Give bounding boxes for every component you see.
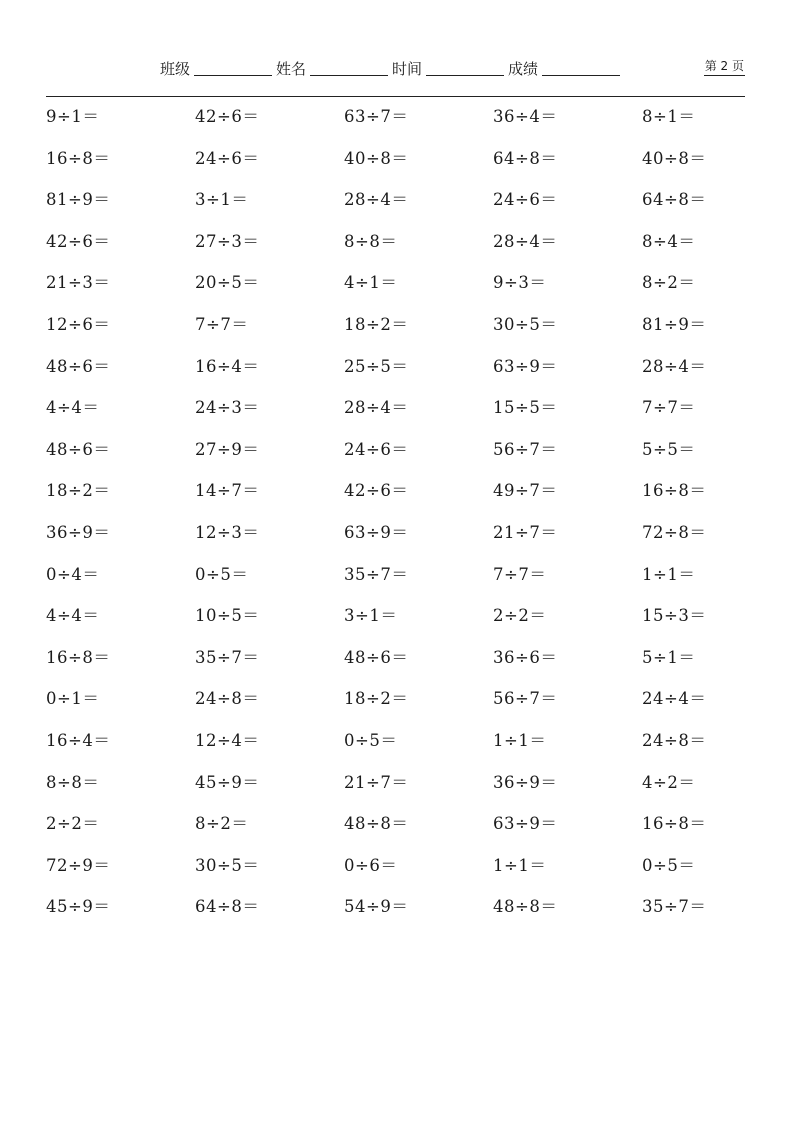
division-problem: 35÷7＝ xyxy=(195,647,260,667)
division-problem: 42÷6＝ xyxy=(344,481,409,501)
division-problem: 28÷4＝ xyxy=(493,231,558,251)
division-problem: 5÷1＝ xyxy=(642,647,696,667)
division-problem: 3÷1＝ xyxy=(344,606,398,626)
class-blank[interactable] xyxy=(194,74,272,76)
division-problem: 3÷1＝ xyxy=(195,190,249,210)
name-blank[interactable] xyxy=(310,74,388,76)
division-problem: 4÷4＝ xyxy=(46,606,100,626)
division-problem: 7÷7＝ xyxy=(195,314,249,334)
division-problem: 48÷6＝ xyxy=(46,439,111,459)
division-problem: 9÷1＝ xyxy=(46,107,100,126)
division-problem: 16÷4＝ xyxy=(46,730,111,750)
name-field[interactable] xyxy=(276,58,392,79)
division-problem: 63÷9＝ xyxy=(493,814,558,834)
division-problem: 28÷4＝ xyxy=(642,356,707,376)
division-problem: 24÷6＝ xyxy=(344,439,409,459)
page-number-label: 第 2 页 xyxy=(704,57,745,76)
division-problem: 15÷3＝ xyxy=(642,606,707,626)
division-problem: 8÷8＝ xyxy=(344,231,398,251)
division-problem: 4÷4＝ xyxy=(46,398,100,418)
division-problem: 25÷5＝ xyxy=(344,356,409,376)
division-problem: 16÷8＝ xyxy=(46,148,111,168)
division-problem: 14÷7＝ xyxy=(195,481,260,501)
division-problem: 63÷9＝ xyxy=(344,522,409,542)
score-blank[interactable] xyxy=(542,74,620,76)
problem-grid xyxy=(46,105,793,937)
division-problem: 24÷4＝ xyxy=(642,689,707,709)
division-problem: 56÷7＝ xyxy=(493,439,558,459)
division-problem: 16÷4＝ xyxy=(195,356,260,376)
division-problem: 1÷1＝ xyxy=(493,855,547,875)
division-problem: 81÷9＝ xyxy=(642,314,707,334)
division-problem: 36÷6＝ xyxy=(493,647,558,667)
division-problem: 21÷3＝ xyxy=(46,273,111,293)
division-problem: 16÷8＝ xyxy=(46,647,111,667)
division-problem: 8÷2＝ xyxy=(642,273,696,293)
division-problem: 24÷6＝ xyxy=(493,190,558,210)
score-field[interactable] xyxy=(508,58,624,79)
division-problem: 0÷5＝ xyxy=(344,730,398,750)
student-info-fields xyxy=(160,58,624,79)
score-label: 成绩 xyxy=(508,60,539,78)
time-field[interactable] xyxy=(392,58,508,79)
division-problem: 2÷2＝ xyxy=(493,606,547,626)
division-problem: 48÷8＝ xyxy=(493,897,558,917)
division-problem: 72÷9＝ xyxy=(46,855,111,875)
division-problem: 24÷8＝ xyxy=(642,730,707,750)
division-problem: 0÷4＝ xyxy=(46,564,100,584)
division-problem: 0÷5＝ xyxy=(195,564,249,584)
division-problem: 10÷5＝ xyxy=(195,606,260,626)
division-problem: 20÷5＝ xyxy=(195,273,260,293)
division-problem: 54÷9＝ xyxy=(344,897,409,917)
division-problem: 1÷1＝ xyxy=(642,564,696,584)
division-problem: 7÷7＝ xyxy=(642,398,696,418)
division-problem: 36÷9＝ xyxy=(46,522,111,542)
division-problem: 48÷6＝ xyxy=(46,356,111,376)
division-problem: 15÷5＝ xyxy=(493,398,558,418)
division-problem: 48÷8＝ xyxy=(344,814,409,834)
division-problem: 18÷2＝ xyxy=(344,689,409,709)
division-problem: 30÷5＝ xyxy=(195,855,260,875)
division-problem: 18÷2＝ xyxy=(46,481,111,501)
division-problem: 36÷4＝ xyxy=(493,107,558,126)
time-blank[interactable] xyxy=(426,74,504,76)
division-problem: 8÷1＝ xyxy=(642,107,696,126)
division-problem: 42÷6＝ xyxy=(195,107,260,126)
division-problem: 64÷8＝ xyxy=(642,190,707,210)
header-divider xyxy=(46,96,745,97)
division-problem: 4÷2＝ xyxy=(642,772,696,792)
division-problem: 4÷1＝ xyxy=(344,273,398,293)
division-problem: 64÷8＝ xyxy=(195,897,260,917)
division-problem: 63÷7＝ xyxy=(344,107,409,126)
class-label: 班级 xyxy=(160,60,191,78)
division-problem: 5÷5＝ xyxy=(642,439,696,459)
division-problem: 0÷5＝ xyxy=(642,855,696,875)
division-problem: 1÷1＝ xyxy=(493,730,547,750)
division-problem: 16÷8＝ xyxy=(642,481,707,501)
division-problem: 7÷7＝ xyxy=(493,564,547,584)
division-problem: 12÷6＝ xyxy=(46,314,111,334)
division-problem: 48÷6＝ xyxy=(344,647,409,667)
division-problem: 8÷2＝ xyxy=(195,814,249,834)
class-field[interactable] xyxy=(160,58,276,79)
division-problem: 0÷1＝ xyxy=(46,689,100,709)
division-problem: 16÷8＝ xyxy=(642,814,707,834)
division-problem: 40÷8＝ xyxy=(642,148,707,168)
division-problem: 2÷2＝ xyxy=(46,814,100,834)
division-problem: 24÷6＝ xyxy=(195,148,260,168)
division-problem: 27÷9＝ xyxy=(195,439,260,459)
division-problem: 40÷8＝ xyxy=(344,148,409,168)
division-problem: 28÷4＝ xyxy=(344,398,409,418)
division-problem: 12÷3＝ xyxy=(195,522,260,542)
division-problem: 35÷7＝ xyxy=(344,564,409,584)
division-problem: 49÷7＝ xyxy=(493,481,558,501)
division-problem: 8÷8＝ xyxy=(46,772,100,792)
name-label: 姓名 xyxy=(276,60,307,78)
division-problem: 35÷7＝ xyxy=(642,897,707,917)
division-problem: 24÷8＝ xyxy=(195,689,260,709)
division-problem: 21÷7＝ xyxy=(493,522,558,542)
division-problem: 45÷9＝ xyxy=(46,897,111,917)
division-problem: 81÷9＝ xyxy=(46,190,111,210)
division-problem: 42÷6＝ xyxy=(46,231,111,251)
division-problem: 18÷2＝ xyxy=(344,314,409,334)
division-problem: 12÷4＝ xyxy=(195,730,260,750)
time-label: 时间 xyxy=(392,60,423,78)
division-problem: 0÷6＝ xyxy=(344,855,398,875)
worksheet-header xyxy=(46,52,745,84)
division-problem: 63÷9＝ xyxy=(493,356,558,376)
division-problem: 21÷7＝ xyxy=(344,772,409,792)
division-problem: 72÷8＝ xyxy=(642,522,707,542)
division-problem: 27÷3＝ xyxy=(195,231,260,251)
division-problem: 9÷3＝ xyxy=(493,273,547,293)
division-problem: 8÷4＝ xyxy=(642,231,696,251)
division-problem: 56÷7＝ xyxy=(493,689,558,709)
division-problem: 36÷9＝ xyxy=(493,772,558,792)
division-problem: 30÷5＝ xyxy=(493,314,558,334)
division-problem: 24÷3＝ xyxy=(195,398,260,418)
division-problem: 64÷8＝ xyxy=(493,148,558,168)
division-problem: 45÷9＝ xyxy=(195,772,260,792)
division-problem: 28÷4＝ xyxy=(344,190,409,210)
